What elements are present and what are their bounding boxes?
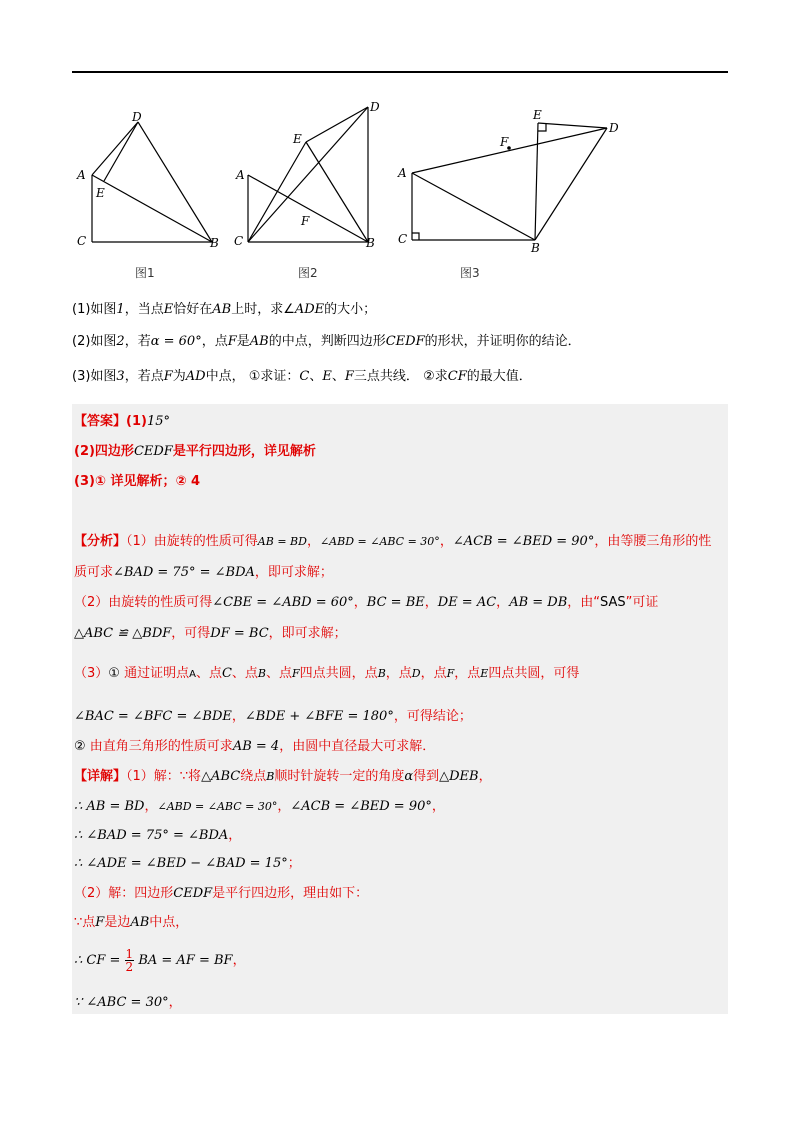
fig1-label-b: B	[210, 236, 219, 250]
detail-line-7: ∴ CF = $\frac{1}{2}$ BA = AF = BF，	[74, 947, 246, 974]
caption-fig-2: 图2	[298, 266, 318, 280]
answer-line-2: (2)四边形CEDF是平行四边形，详见解析	[74, 444, 316, 459]
analysis-line-4: △ABC ≌ △BDF，可得DF = BC，即可求解；	[74, 626, 347, 641]
fig2-label-d: D	[370, 100, 380, 114]
answer-line-3: (3)① 详见解析；② 4	[74, 474, 201, 489]
detail-line-3: ∴ ∠BAD = 75° = ∠BDA，	[74, 828, 242, 843]
answer-line-1: 【答案】(1)15°	[74, 414, 170, 429]
analysis-line-2: 质可求∠BAD = 75° = ∠BDA，即可求解；	[74, 565, 333, 580]
question-2: (2)如图2，若α = 60°，点F是AB的中点，判断四边形CEDF的形状，并证明你的结论．	[72, 334, 581, 349]
analysis-line-3: （2）由旋转的性质可得∠CBE = ∠ABD = 60°，BC = BE，DE = AC，AB = DB，由“SAS”可证	[74, 595, 659, 610]
fig1-label-a: A	[77, 168, 86, 182]
detail-line-8: ∵ ∠ABC = 30°，	[74, 995, 182, 1010]
fig3-label-b: B	[531, 241, 540, 255]
detail-line-6: ∵点F是边AB中点，	[74, 915, 189, 930]
fig2-label-c: C	[234, 234, 244, 248]
geometry-figures	[72, 95, 728, 290]
fig3-label-e: E	[533, 108, 542, 122]
fig2-label-f: F	[301, 214, 310, 228]
fig3-label-c: C	[398, 232, 408, 246]
question-1: (1)如图1，当点E恰好在AB上时，求∠ADE的大小；	[72, 302, 377, 317]
figure-1	[92, 122, 212, 242]
fig1-label-c: C	[77, 234, 87, 248]
analysis-line-5: （3）① 通过证明点A、点C、点B、点F四点共圆，点B，点D，点F，点E四点共圆，可得	[74, 666, 580, 681]
caption-fig-3: 图3	[460, 266, 480, 280]
fig3-label-a: A	[398, 166, 407, 180]
figure-3	[412, 123, 607, 240]
detail-line-5: （2）解：四边形CEDF是平行四边形，理由如下：	[74, 886, 369, 901]
detail-line-2: ∴ AB = BD，∠ABD = ∠ABC = 30°，∠ACB = ∠BED = 90°，	[74, 799, 445, 814]
header-rule	[72, 71, 728, 73]
fig2-label-a: A	[236, 168, 245, 182]
fig3-label-f: F	[500, 135, 509, 149]
analysis-line-6: ∠BAC = ∠BFC = ∠BDE，∠BDE + ∠BFE = 180°，可得结论；	[74, 709, 472, 724]
detail-line-4: ∴ ∠ADE = ∠BED − ∠BAD = 15°；	[74, 856, 301, 871]
fig2-label-e: E	[293, 132, 302, 146]
detail-line-1: 【详解】（1）解：∵将△ABC绕点B顺时针旋转一定的角度α得到△DEB，	[74, 769, 492, 784]
caption-fig-1: 图1	[135, 266, 155, 280]
fig3-label-d: D	[609, 121, 619, 135]
figures	[72, 95, 728, 290]
fig1-label-e: E	[96, 186, 105, 200]
analysis-line-1: 【分析】（1）由旋转的性质可得AB = BD，∠ABD = ∠ABC = 30°，∠ACB = ∠BED = 90°，由等腰三角形的性	[74, 534, 712, 549]
fig2-label-b: B	[366, 236, 375, 250]
question-3: (3)如图3，若点F为AD中点， ①求证：C、E、F三点共线． ②求CF的最大值．	[72, 369, 532, 384]
fig1-label-d: D	[132, 110, 142, 124]
analysis-line-7: ② 由直角三角形的性质可求AB = 4，由圆中直径最大可求解．	[74, 739, 436, 754]
fraction-one-half: $\frac{1}{2}$	[125, 947, 134, 974]
